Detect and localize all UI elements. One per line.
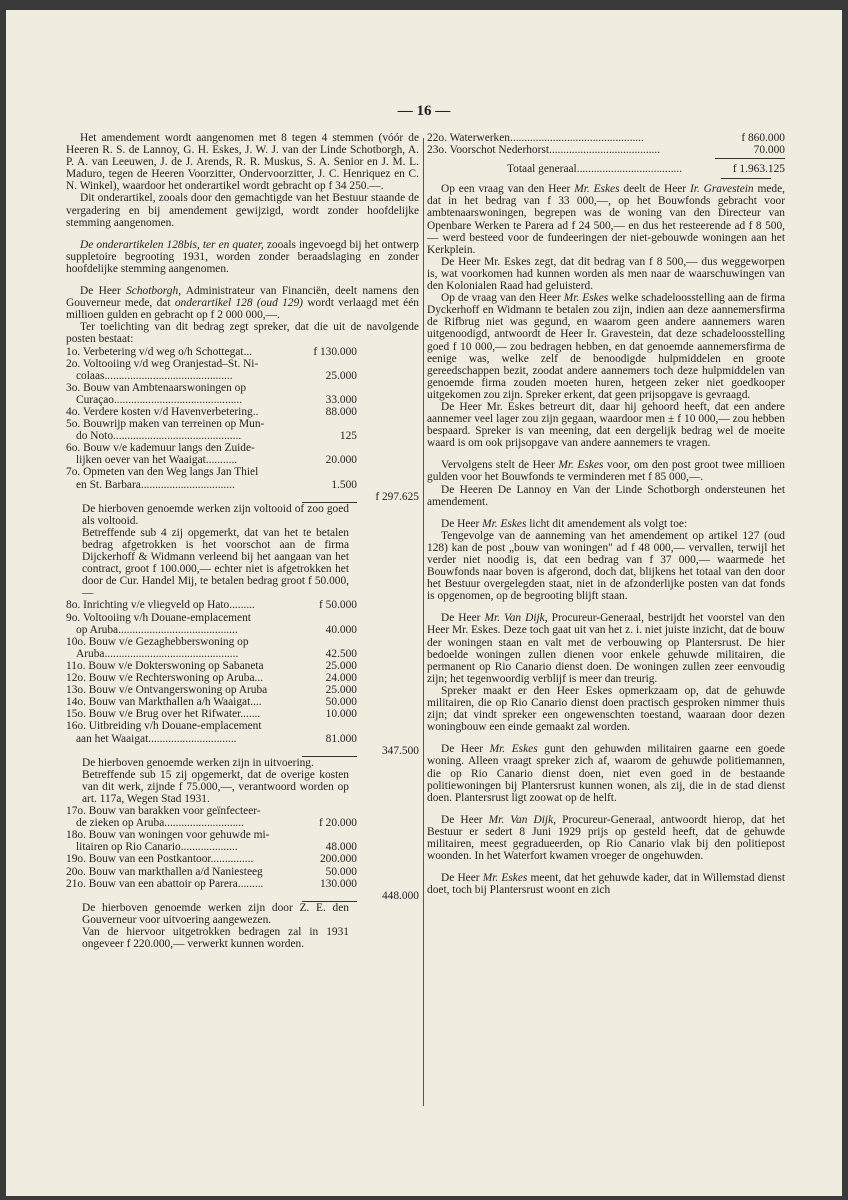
budget-item-label: 14o. Bouw van Markthallen a/h Waaigat.... bbox=[66, 696, 262, 709]
speaker-name: Mr. Eskes bbox=[563, 292, 609, 305]
budget-item-row bbox=[66, 866, 419, 878]
paragraph-van-dijk-contests bbox=[427, 612, 785, 685]
budget-item-amount: 40.000 bbox=[325, 623, 357, 636]
speaker-name: Mr. Eskes bbox=[574, 183, 620, 196]
subarticles-text: zooals ingevoegd bij het ontwerp suppletoire begrooting 1931, worden zonder beraadslaging en zonder hoofdelijke stemming aangenomen. bbox=[66, 238, 419, 275]
text-run: Administrateur van Financiën, deelt namens den Gouverneur mede, dat bbox=[66, 285, 419, 310]
paragraph-proposal bbox=[427, 459, 785, 483]
total-label: Totaal generaal..................................... bbox=[507, 163, 683, 176]
text-run: De Heer bbox=[80, 285, 127, 298]
budget-item-label: 5o. Bouwrijp maken van terreinen op Mun- bbox=[66, 418, 265, 431]
paragraph-eskes-wasted: De Heer Mr. Eskes zegt, dat dit bedrag van f 8 500,— dus weggeworpen is, wat voorkomen had kunnen worden als men naar de waarschuwingen van den Kolonialen Raad had geluisterd. bbox=[427, 255, 785, 293]
budget-item-row bbox=[66, 696, 419, 708]
budget-items-group-4 bbox=[427, 132, 785, 156]
budget-item-amount: 130.000 bbox=[319, 877, 357, 890]
budget-item-row bbox=[66, 841, 419, 853]
budget-item-label: 23o. Voorschot Nederhorst....................................... bbox=[427, 144, 661, 157]
speaker-name: Mr. Eskes bbox=[558, 459, 604, 472]
total-amount: f 1.963.125 bbox=[732, 163, 785, 176]
budget-item-row bbox=[66, 346, 419, 358]
right-column bbox=[427, 132, 785, 896]
left-column bbox=[66, 132, 419, 950]
budget-item-row bbox=[427, 144, 785, 156]
paragraph-explanation: Ter toelichting van dit bedrag zegt spreker, dat die uit de navolgende posten bestaat: bbox=[66, 321, 419, 346]
budget-item-row bbox=[66, 708, 419, 720]
paragraph-militairen: Spreker maakt er den Heer Eskes opmerkzaam op, dat de gehuwde militairen, die op Rio Canario dienst doen practisch gesproken nimmer thuis zijn; dat vindt spreker een ongewenschten toestand, waaraan door dezen woningbouw een einde gemaakt zal worden. bbox=[427, 684, 785, 734]
budget-item-row bbox=[66, 454, 419, 466]
budget-item-row bbox=[66, 648, 419, 660]
document-page bbox=[6, 10, 842, 1196]
budget-item-label: 13o. Bouw v/e Ontvangerswoning op Aruba bbox=[66, 684, 268, 697]
text-run: De Heer bbox=[441, 517, 483, 530]
budget-item-label: 19o. Bouw van een Postkantoor............... bbox=[66, 853, 254, 866]
budget-item-label: 1o. Verbetering v/d weg o/h Schottegat... bbox=[66, 345, 253, 358]
budget-item-amount: 20.000 bbox=[325, 454, 357, 467]
group-2-subtotal bbox=[66, 745, 419, 757]
text-run: deelt de Heer bbox=[619, 183, 690, 196]
budget-item-label: Curaçao............................................. bbox=[76, 393, 243, 406]
text-run: meent, dat het gehuwde kader, dat in Willemstad dienst doet, toch bij Plantersrust woont en zich bbox=[427, 872, 785, 897]
budget-item-row bbox=[66, 394, 419, 406]
group-1-subtotal bbox=[66, 491, 419, 503]
budget-items-group-3 bbox=[66, 805, 419, 890]
budget-item-amount: 125 bbox=[339, 430, 357, 443]
note-completed: De hierboven genoemde werken zijn voltooid of zoo goed als voltooid. bbox=[82, 502, 349, 527]
budget-item-amount: f 50.000 bbox=[319, 599, 357, 612]
paragraph-van-dijk-answers bbox=[427, 814, 785, 862]
paragraph-eskes-regret: De Heer Mr. Eskes betreurt dit, daar hij gehoord heeft, dat een andere aannemer veel lager zou zijn gegaan, waardoor men ± f 10 000,— zou hebben bespaard. Spreker is van meening, dat een dergelijk bedrag wel de moeite waard is om ook prijsopgave van andere aannemers te vragen. bbox=[427, 400, 785, 450]
budget-item-label: 8o. Inrichting v/e vliegveld op Hato......... bbox=[66, 599, 255, 612]
speaker-name: Ir. Gravestein bbox=[689, 183, 754, 196]
budget-item-label: 12o. Bouw v/e Rechterswoning op Aruba... bbox=[66, 672, 264, 685]
budget-item-row bbox=[66, 466, 419, 478]
budget-item-amount: 42.500 bbox=[325, 647, 357, 660]
text-run: gunt den gehuwden militairen gaarne een goede woning. Alleen vraagt spreker zich af, waarom de gehuwde politiemannen, die op Rio Canario dienst doen, niet even goed in de bestaande politiewoningen bij Plantersrust kunnen wonen, als zij, die in de stad dienst doen. Plantersrust ligt zoowat op de helft. bbox=[427, 743, 785, 804]
budget-item-label: 4o. Verdere kosten v/d Havenverbetering.. bbox=[66, 405, 259, 418]
budget-item-amount: 200.000 bbox=[319, 853, 357, 866]
text-run: Op de vraag van den Heer bbox=[441, 292, 564, 305]
paragraph-rifbrug bbox=[427, 292, 785, 401]
budget-item-row bbox=[66, 599, 419, 611]
budget-item-label: 9o. Voltooiing v/h Douane-emplacement bbox=[66, 611, 251, 624]
budget-item-amount: 33.000 bbox=[325, 393, 357, 406]
budget-item-label: litairen op Rio Canario.................... bbox=[76, 841, 238, 854]
subtotal-amount: 448.000 bbox=[381, 889, 419, 902]
text-run: voor, om den post groot twee millioen gulden voor het Bouwfonds te verminderen met f 85 000,—. bbox=[427, 459, 785, 484]
text-run: mede, dat in het bedrag van f 33 000,—, op het Bouwfonds gebracht voor ambtenaarswoningen, begrepen was de woning van den Directeur van Openbare Werken te Parera ad f 24 500,— en dus het resteerende ad f 8 500,— werd besteed voor de fundeeringen der niet-gebouwde woningen aan het Kerkplein. bbox=[427, 183, 785, 256]
text-run: Op een vraag van den Heer bbox=[441, 183, 575, 196]
budget-item-amount: f 130.000 bbox=[313, 345, 357, 358]
text-run: De Heer bbox=[441, 743, 490, 756]
budget-item-row bbox=[66, 624, 419, 636]
grand-total bbox=[427, 163, 785, 175]
budget-item-label: 11o. Bouw v/e Dokterswoning op Sabaneta bbox=[66, 659, 264, 672]
budget-item-label: lijken oever van het Waaigat........... bbox=[76, 454, 238, 467]
text-run: wordt verlaagd met één millioen gulden en gebracht op f 2 000 000,—. bbox=[66, 297, 419, 322]
paragraph-subarticles bbox=[66, 239, 419, 275]
budget-item-amount: f 860.000 bbox=[741, 132, 785, 144]
text-run: licht dit amendement als volgt toe: bbox=[526, 517, 688, 530]
budget-item-label: do Noto............................................. bbox=[76, 430, 242, 443]
budget-item-row bbox=[66, 370, 419, 382]
budget-item-amount: 25.000 bbox=[325, 369, 357, 382]
text-run: Procureur-Generaal, bestrijdt het voorstel van den Heer Mr. Eskes. Deze toch gaat uit van het z. i. niet juiste inzicht, dat de bouw der woningen staan en valt met de verbouwing op Plantersrust. De hier bedoelde woningen zullen dienen voor enkele gehuwde militairen, die permanent op Rio Canario dienst doen. De woningen zullen zeer eenvoudig zijn; het tegenwoordig verblijf is meer dan treurig. bbox=[427, 612, 785, 685]
article-ref: onderartikel 128 (oud 129) bbox=[174, 297, 303, 310]
budget-items-group-2 bbox=[66, 599, 419, 744]
paragraph-consequence: Tengevolge van de aanneming van het amendement op artikel 127 (oud 128) kan de post „bouw van woningen" ad f 48 000,— vervallen, terwijl het verder niet noodig is, dat een bedrag van f 37 000,— waarmede het Bouwfonds naar boven is afgerond, doch dat, blijkens het totaal van den door het Bestuur overgelegden staat, niet in de afzonderlijke posten van dat fonds is opgenomen, op de begrooting blijft staan. bbox=[427, 529, 785, 603]
paragraph-eskes-explains bbox=[427, 518, 785, 530]
text-run: De Heer bbox=[441, 612, 485, 625]
budget-item-row bbox=[66, 358, 419, 370]
budget-item-row bbox=[427, 132, 785, 144]
budget-item-row bbox=[66, 720, 419, 732]
budget-item-row bbox=[66, 636, 419, 648]
budget-item-amount: 81.000 bbox=[325, 732, 357, 745]
paragraph-eskes-police bbox=[427, 743, 785, 803]
speaker-name: Mr. Van Dijk, bbox=[488, 813, 556, 826]
speaker-name: Schotborgh, bbox=[126, 285, 182, 298]
budget-item-row bbox=[66, 660, 419, 672]
budget-item-row bbox=[66, 612, 419, 624]
budget-item-row bbox=[66, 878, 419, 890]
budget-item-amount: 25.000 bbox=[325, 684, 357, 697]
budget-item-label: aan het Waaigat............................... bbox=[76, 732, 237, 745]
budget-item-row bbox=[66, 672, 419, 684]
budget-item-amount: 1.500 bbox=[331, 478, 357, 491]
budget-items-group-1 bbox=[66, 346, 419, 491]
budget-item-row bbox=[66, 442, 419, 454]
speaker-name: Mr. Eskes bbox=[482, 517, 527, 530]
group-3-subtotal bbox=[66, 890, 419, 902]
budget-item-amount: 50.000 bbox=[325, 865, 357, 878]
budget-item-label: 18o. Bouw van woningen voor gehuwde mi- bbox=[66, 829, 270, 842]
budget-item-amount: 24.000 bbox=[325, 672, 357, 685]
budget-item-label: 21o. Bouw van een abattoir op Parera......... bbox=[66, 877, 264, 890]
text-run: Vervolgens stelt de Heer bbox=[441, 459, 559, 472]
budget-item-label: en St. Barbara................................. bbox=[76, 478, 235, 491]
budget-item-label: 6o. Bouw v/e kademuur langs den Zuide- bbox=[66, 442, 255, 455]
note-designated: De hierboven genoemde werken zijn door Z. E. den Gouverneur voor uitvoering aangewezen. bbox=[82, 901, 349, 926]
budget-item-amount: 50.000 bbox=[325, 696, 357, 709]
budget-item-label: Aruba............................................... bbox=[76, 647, 239, 660]
note-1931-spend: Van de hiervoor uitgetrokken bedragen zal in 1931 ongeveer f 220.000,— verwerkt kunnen worden. bbox=[82, 926, 349, 951]
budget-item-label: 3o. Bouw van Ambtenaarswoningen op bbox=[66, 381, 247, 394]
budget-item-label: colaas............................................. bbox=[76, 369, 233, 382]
total-underline bbox=[721, 178, 771, 179]
note-sub4: Betreffende sub 4 zij opgemerkt, dat van het te betalen bedrag afgetrokken is het voorschot aan de firma Dijckerhoff & Widmann verleend bij het aangaan van het contract, groot f 100.000,— echter niet is afgetrokken het door de Cur. Handel Mij, te betalen bedrag groot f 50.000,— bbox=[82, 526, 349, 600]
budget-item-row bbox=[66, 684, 419, 696]
paragraph-support: De Heeren De Lannoy en Van der Linde Schotborgh ondersteunen het amendement. bbox=[427, 483, 785, 508]
subarticles-ref: De onderartikelen 128bis, ter en quater, bbox=[80, 238, 264, 251]
budget-item-label: op Aruba.......................................... bbox=[76, 623, 238, 636]
text-run: welke schadeloosstelling aan de firma Dyckerhoff en Widmann te betalen zou zijn, indien aan deze aannemersfirma de Rifbrug niet was gegund, en waarom geen andere aannemers waren uitgenoodigd, antwoordt de Heer Ir. Gravestein, dat deze schadeloosstelling goed f 10 000,— zou bedragen hebben, en dat genoemde aannemersfirma de eenige was, welke zelf de benoodigde hulpmiddelen en groote gereedschappen bezit, zoodat andere aannemers toch deze hulpmiddelen van genoemde firma zouden moeten huren, hetgeen zeker niet goedkooper uitgekomen zou zijn. Spreker erkent, dat geen prijsopgave is gevraagd. bbox=[427, 292, 785, 401]
budget-item-label: 2o. Voltooiing v/d weg Oranjestad–St. Ni- bbox=[66, 357, 259, 370]
text-run: De Heer bbox=[441, 813, 489, 826]
budget-item-row bbox=[66, 817, 419, 829]
budget-item-row bbox=[66, 382, 419, 394]
subtotal-amount: 347.500 bbox=[381, 744, 419, 757]
budget-item-row bbox=[66, 853, 419, 865]
paragraph-adopted: Dit onderartikel, zooals door den gemachtigde van het Bestuur staande de vergadering en bij amendement gewijzigd, wordt zonder hoofdelijke stemming aangenomen. bbox=[66, 192, 419, 229]
subtotal-amount: f 297.625 bbox=[375, 490, 419, 503]
budget-item-label: 7o. Opmeten van den Weg langs Jan Thiel bbox=[66, 466, 259, 479]
budget-item-label: 15o. Bouw v/e Brug over het Rifwater....... bbox=[66, 708, 261, 721]
budget-item-row bbox=[66, 733, 419, 745]
budget-item-label: 10o. Bouw v/e Gezaghebberswoning op bbox=[66, 635, 249, 648]
speaker-name: Mr. Eskes bbox=[482, 872, 528, 885]
budget-item-row bbox=[66, 829, 419, 841]
paragraph-schotborgh bbox=[66, 285, 419, 321]
budget-item-row bbox=[66, 406, 419, 418]
budget-item-amount: f 20.000 bbox=[319, 817, 357, 830]
paragraph-amendment-vote: Het amendement wordt aangenomen met 8 tegen 4 stemmen (vóór de Heeren R. S. de Lannoy, G. H. Eskes, J. W. J. van der Linde Schotborgh, A. P. A. van Leeuwen, J. de J. Arends, R. R. Muskus, S. A. Senior en J. M. L. Maduro, tegen de Heeren Voorzitter, Ondervoorzitter, J. C. Henriquez en C. N. Winkel), waardoor het onderartikel wordt gebracht op f 34 250.—. bbox=[66, 132, 419, 193]
note-in-progress: De hierboven genoemde werken zijn in uitvoering. bbox=[82, 756, 314, 769]
budget-item-amount: 25.000 bbox=[325, 659, 357, 672]
total-rule bbox=[715, 158, 785, 159]
budget-item-amount: 48.000 bbox=[325, 841, 357, 854]
budget-item-label: 22o. Waterwerken............................................... bbox=[427, 132, 644, 144]
paragraph-gravestein bbox=[427, 183, 785, 256]
budget-item-label: 16o. Uitbreiding v/h Douane-emplacement bbox=[66, 720, 262, 733]
speaker-name: Mr. Van Dijk, bbox=[484, 612, 548, 625]
budget-item-amount: 88.000 bbox=[325, 405, 357, 418]
budget-item-label: de zieken op Aruba............................ bbox=[76, 817, 244, 830]
paragraph-eskes-kader bbox=[427, 872, 785, 896]
budget-item-row bbox=[66, 479, 419, 491]
page-number: — 16 — bbox=[397, 103, 451, 119]
budget-item-row bbox=[66, 430, 419, 442]
budget-item-amount: 70.000 bbox=[753, 144, 785, 157]
column-divider bbox=[423, 138, 424, 1106]
speaker-name: Mr. Eskes bbox=[489, 743, 538, 756]
budget-item-label: 17o. Bouw van barakken voor geïnfecteer- bbox=[66, 805, 261, 818]
budget-item-row bbox=[66, 805, 419, 817]
budget-item-label: 20o. Bouw van markthallen a/d Naniesteeg bbox=[66, 865, 263, 878]
budget-item-row bbox=[66, 418, 419, 430]
note-sub15: Betreffende sub 15 zij opgemerkt, dat de overige kosten van dit werk, zijnde f 75.000,—, verantwoord worden op art. 117a, Wegen Stad 1931. bbox=[82, 768, 349, 805]
text-run: De Heer bbox=[441, 872, 483, 885]
budget-item-amount: 10.000 bbox=[325, 708, 357, 721]
text-run: Procureur-Generaal, antwoordt hierop, dat het Bestuur er sedert 8 Juni 1929 prijs op gesteld heeft, dat de gehuwde militairen, meest gegradueerden, op Rio Canario vlak bij den politiepost woonden. In het Waterfort kwamen vroeger de ongehuwden. bbox=[427, 813, 786, 863]
